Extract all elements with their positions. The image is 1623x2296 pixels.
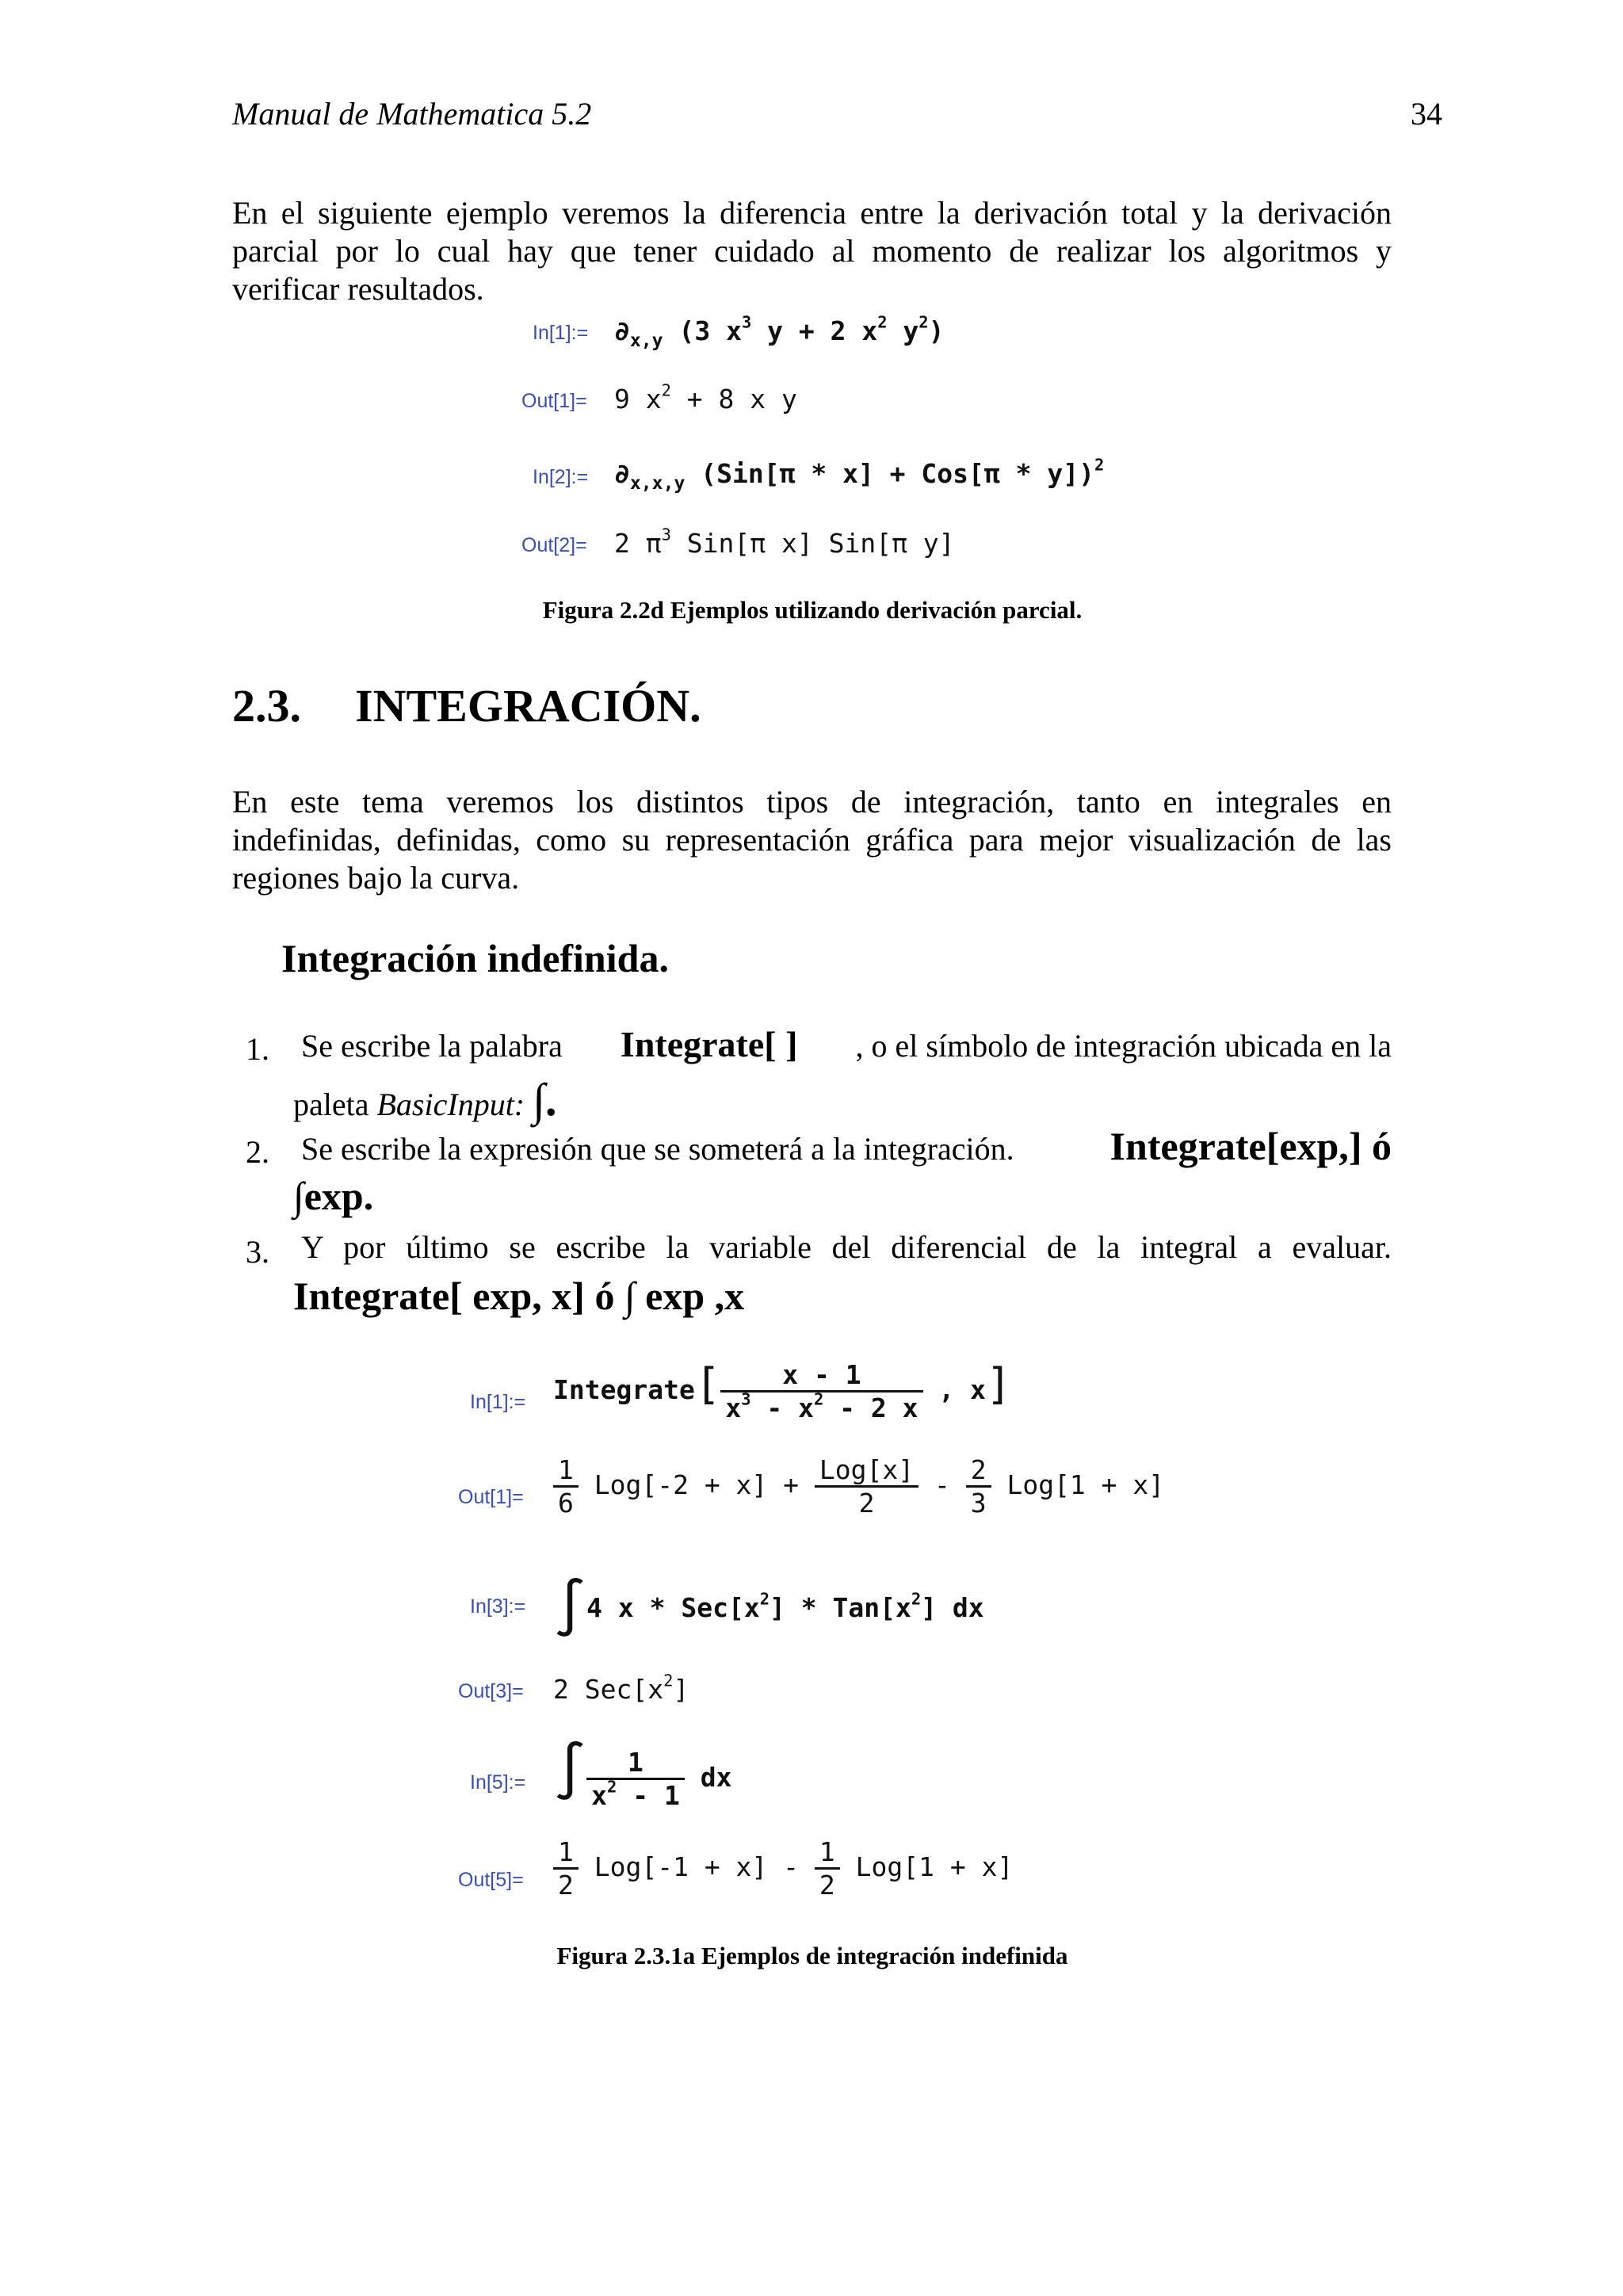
step-text-palette: paleta [293, 1087, 369, 1122]
list-item [246, 1024, 1392, 1133]
output-label-5: Out[5]= [458, 1869, 524, 1891]
step-number: 2. [246, 1134, 269, 1170]
input-label-5: In[5]:= [470, 1771, 526, 1794]
input-expression-3: ∫4 x * $Sec[x^2] * Tan[x^2]$ dx [553, 1575, 984, 1640]
figure-caption-2: Figura 2.3.1a Ejemplos de integración indefinida [556, 1942, 1068, 1969]
section-line-3: regiones bajo la curva. [232, 860, 520, 896]
step-number: 1. [246, 1031, 269, 1067]
integral-symbol: ∫. [533, 1074, 557, 1125]
input-label-3: In[3]:= [470, 1595, 526, 1618]
page-number: 34 [1411, 96, 1442, 132]
figure-indefinite-integration [458, 1359, 1195, 1930]
input-expression-1: Integrate[ $\frac{x - 1}{x^3 - x^2 - 2 x}$ , x] [553, 1359, 1012, 1423]
palette-name: BasicInput: [376, 1087, 525, 1122]
input-label-2: In[2]:= [533, 466, 589, 488]
input-expression-1: $\partial_{x,y}$ (3 $x^3$ y + 2 $x^2$ $y^2$) [614, 312, 945, 352]
input-expression-5: ∫ $\frac{1}{x^2 - 1}$ dx [553, 1738, 732, 1811]
step-text: Y por último se escribe la variable del diferencial de la integral a evaluar. [301, 1229, 1392, 1265]
step-code: Integrate[ ] [620, 1024, 798, 1064]
output-expression-2: 2 $\pi^3$ Sin[π x] Sin[π y] [614, 525, 955, 559]
section-line-2: indefinidas, definidas, como su representación gráfica para mejor visualización de las [232, 822, 1392, 858]
intro-line-3: verificar resultados. [232, 271, 484, 307]
input-label-1: In[1]:= [533, 322, 589, 344]
list-item [246, 1124, 1392, 1233]
subheading-indefinite-integration: Integración indefinida. [281, 936, 669, 980]
section-number: 2.3. [232, 680, 301, 732]
section-heading [232, 679, 701, 732]
figure-partial-derivation [515, 309, 1149, 579]
output-expression-1: $\frac{1}{6}$ Log[-2 + x] + $\frac{\text{Log[x]}}{2}$ - $\frac{2}{3}$ Log[1 + x] [553, 1454, 1164, 1519]
input-expression-2: $\partial_{x,x,y}$ $(Sin[\pi * x] + Cos[\pi * y])^2$ [614, 455, 1105, 495]
output-label-1: Out[1]= [458, 1486, 524, 1508]
output-label-2: Out[2]= [521, 534, 587, 556]
intro-line-1: En el siguiente ejemplo veremos la diferencia entre la derivación total y la derivación [232, 195, 1392, 231]
running-header-title: Manual de Mathematica 5.2 [232, 96, 592, 132]
steps-list [246, 1024, 1392, 1328]
output-expression-5: $\frac{1}{2}$ Log[-1 + x] - $\frac{1}{2}$ Log[1 + x] [553, 1836, 1013, 1901]
output-label-1: Out[1]= [521, 390, 587, 412]
step-code: Integrate[exp,] ó [1109, 1124, 1392, 1168]
input-label-1: In[1]:= [470, 1391, 526, 1413]
step-text-continued: , o el símbolo de integración ubicada en la [855, 1028, 1392, 1064]
figure-caption-1: Figura 2.2d Ejemplos utilizando derivación parcial. [542, 596, 1083, 624]
output-label-3: Out[3]= [458, 1680, 524, 1702]
section-paragraph [232, 783, 1392, 897]
list-item [246, 1229, 1392, 1328]
output-expression-3: 2 $Sec[x^2]$ [553, 1671, 689, 1705]
step-code-continued: ∫exp. [293, 1174, 374, 1218]
section-title: INTEGRACIÓN. [355, 680, 701, 732]
step-number: 3. [246, 1234, 269, 1270]
section-line-1: En este tema veremos los distintos tipos de integración, tanto en integrales en [232, 784, 1392, 819]
intro-line-2: parcial por lo cual hay que tener cuidado al momento de realizar los algoritmos y [232, 233, 1392, 269]
intro-paragraph [232, 194, 1392, 308]
output-expression-1: 9 $x^2 + 8$ x y [614, 380, 797, 415]
step-text: Se escribe la palabra [301, 1028, 563, 1064]
step-code: Integrate[ exp, x] ó ∫ exp ,x [293, 1274, 745, 1318]
step-text: Se escribe la expresión que se someterá a la integración. [301, 1131, 1014, 1167]
